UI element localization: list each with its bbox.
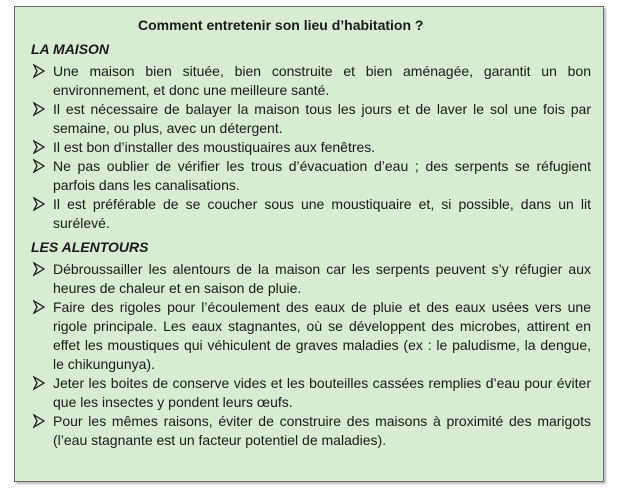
list-la-maison xyxy=(31,62,591,233)
list-item-text: Ne pas oublier de vérifier les trous d’évacuation d’eau ; des serpents se réfugient parfois dans les canalisations. xyxy=(53,158,591,193)
list-item-text: Il est nécessaire de balayer la maison tous les jours et de laver le sol une fois par semaine, ou plus, avec un détergent. xyxy=(53,101,591,136)
arrowhead-bullet-icon xyxy=(33,261,45,277)
list-item-text: Il est bon d’installer des moustiquaires aux fenêtres. xyxy=(53,139,376,155)
arrowhead-bullet-icon xyxy=(33,63,45,79)
list-item xyxy=(31,157,591,195)
page-title: Comment entretenir son lieu d’habitation ? xyxy=(138,17,424,33)
list-item xyxy=(31,412,591,450)
arrowhead-bullet-icon xyxy=(33,139,45,155)
arrowhead-bullet-icon xyxy=(33,413,45,429)
section-heading-la-maison: LA MAISON xyxy=(31,41,110,57)
list-item xyxy=(31,138,591,157)
list-item-text: Débroussailler les alentours de la maison car les serpents peuvent s’y réfugier aux heures de chaleur et en saison de pluie. xyxy=(53,261,591,296)
arrowhead-bullet-icon xyxy=(33,101,45,117)
list-item xyxy=(31,374,591,412)
list-item xyxy=(31,195,591,233)
list-item xyxy=(31,260,591,298)
list-item-text: Une maison bien située, bien construite et bien aménagée, garantit un bon environnement, et donc une meilleure santé. xyxy=(53,63,591,98)
list-item-text: Pour les mêmes raisons, éviter de construire des maisons à proximité des marigots (l’eau stagnante est un facteur potentiel de maladies). xyxy=(53,413,591,448)
list-item xyxy=(31,62,591,100)
list-les-alentours xyxy=(31,260,591,450)
list-item-text: Faire des rigoles pour l’écoulement des eaux de pluie et des eaux usées vers une rigole principale. Les eaux stagnantes, où se développent des microbes, attirent en effet les moustiques qui véhiculent de graves maladies (ex : le paludisme, la dengue, le chikungunya). xyxy=(53,299,591,372)
section-la-maison xyxy=(31,40,591,233)
list-item-text: Il est préférable de se coucher sous une moustiquaire et, si possible, dans un lit surélevé. xyxy=(53,196,591,231)
list-item xyxy=(31,100,591,138)
section-heading-les-alentours: LES ALENTOURS xyxy=(31,239,149,255)
content-box xyxy=(14,6,604,482)
arrowhead-bullet-icon xyxy=(33,375,45,391)
arrowhead-bullet-icon xyxy=(33,299,45,315)
section-les-alentours xyxy=(31,238,591,450)
list-item xyxy=(31,298,591,374)
arrowhead-bullet-icon xyxy=(33,158,45,174)
list-item-text: Jeter les boites de conserve vides et les bouteilles cassées remplies d’eau pour éviter que les insectes y pondent leurs œufs. xyxy=(53,375,591,410)
arrowhead-bullet-icon xyxy=(33,196,45,212)
